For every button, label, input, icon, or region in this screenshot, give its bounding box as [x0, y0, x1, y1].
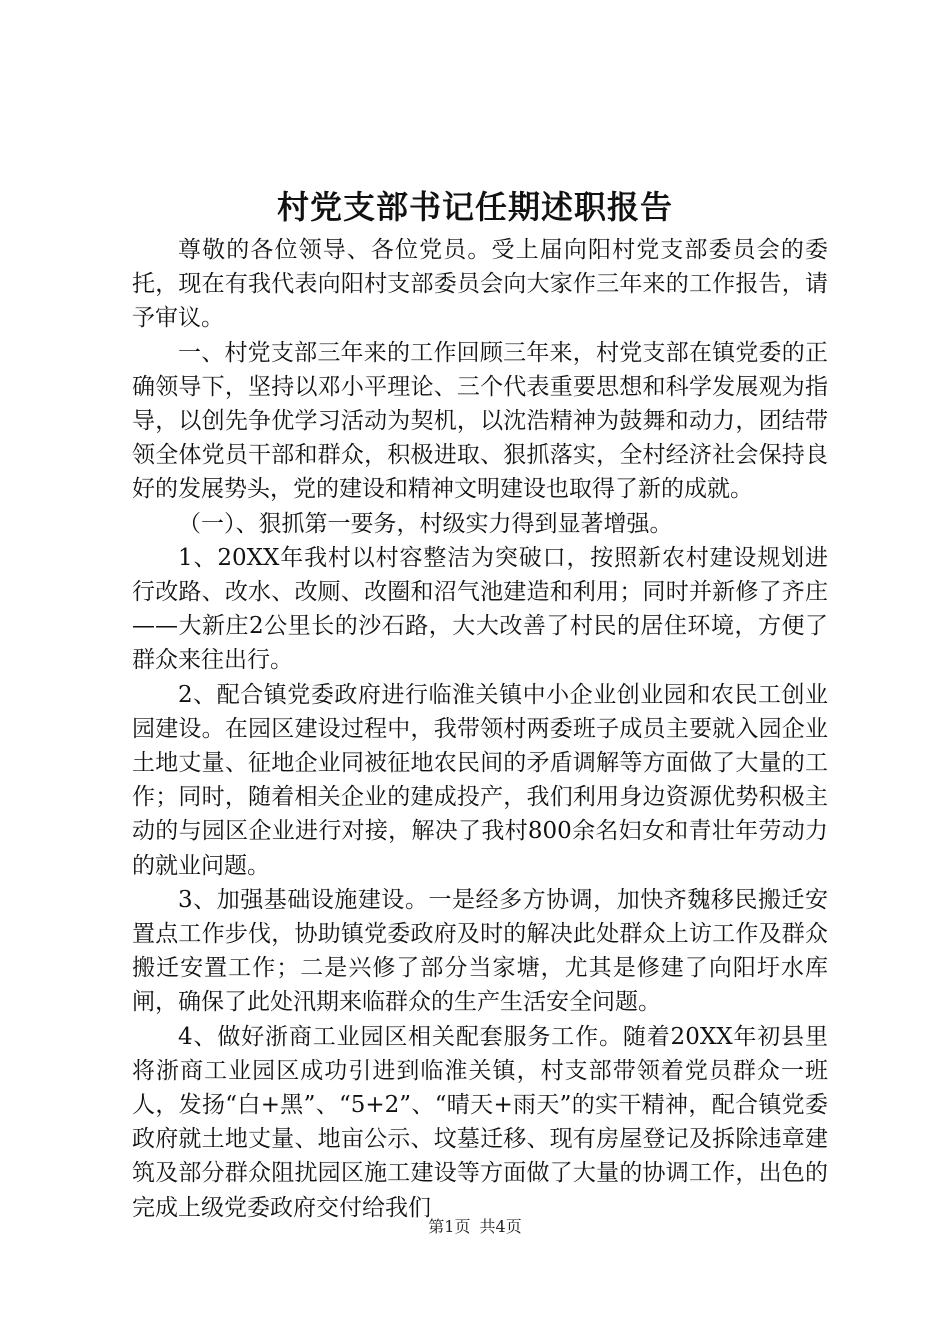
paragraph-section-one: 一、村党支部三年来的工作回顾三年来，村党支部在镇党委的正确领导下，坚持以邓小平理论、三个代表重要思想和科学发展观为指导，以创先争优学习活动为契机，以沈浩精神为鼓舞和动力，团结带领全体党员干部和群众，积极进取、狠抓落实，全村经济社会保持良好的发展势头，党的建设和精神文明建设也取得了新的成就。	[132, 339, 828, 503]
page-total: 共4页	[479, 1217, 522, 1236]
paragraph-greeting: 尊敬的各位领导、各位党员。受上届向阳村党支部委员会的委托，现在有我代表向阳村支部委员会向大家作三年来的工作报告，请予审议。	[132, 237, 828, 332]
document-body	[132, 233, 828, 1225]
paragraph-item-3: 3、加强基础设施建设。一是经多方协调，加快齐魏移民搬迁安置点工作步伐，协助镇党委政府及时的解决此处群众上访工作及群众搬迁安置工作；二是兴修了部分当家塘，尤其是修建了向阳圩水库闸，确保了此处汛期来临群众的生产生活安全问题。	[132, 886, 828, 1016]
document-title: 村党支部书记任期述职报告	[276, 188, 673, 226]
paragraph-item-1: 1、20XX年我村以村容整洁为突破口，按照新农村建设规划进行改路、改水、改厕、改圈和沼气池建造和利用；同时并新修了齐庄——大新庄2公里长的沙石路，大大改善了村民的居住环境，方便了群众来往出行。	[132, 544, 828, 674]
page-number: 第1页	[428, 1217, 471, 1236]
paragraph-subsection-heading: （一）、狠抓第一要务，村级实力得到显著增强。	[178, 510, 673, 537]
paragraph-item-2: 2、配合镇党委政府进行临淮关镇中小企业创业园和农民工创业园建设。在园区建设过程中，我带领村两委班子成员主要就入园企业土地丈量、征地企业同被征地农民间的矛盾调解等方面做了大量的工作；同时，随着相关企业的建成投产，我们利用身边资源优势积极主动的与园区企业进行对接，解决了我村800余名妇女和青壮年劳动力的就业问题。	[132, 681, 828, 879]
paragraph-item-4: 4、做好浙商工业园区相关配套服务工作。随着20XX年初县里将浙商工业园区成功引进到临淮关镇，村支部带领着党员群众一班人，发扬“白+黑”、“5+2”、“晴天+雨天”的实干精神，配合镇党委政府就土地丈量、地亩公示、坟墓迁移、现有房屋登记及拆除违章建筑及部分群众阻扰园区施工建设等方面做了大量的协调工作，出色的完成上级党委政府交付给我们	[132, 1023, 828, 1221]
page-footer	[0, 1215, 950, 1239]
